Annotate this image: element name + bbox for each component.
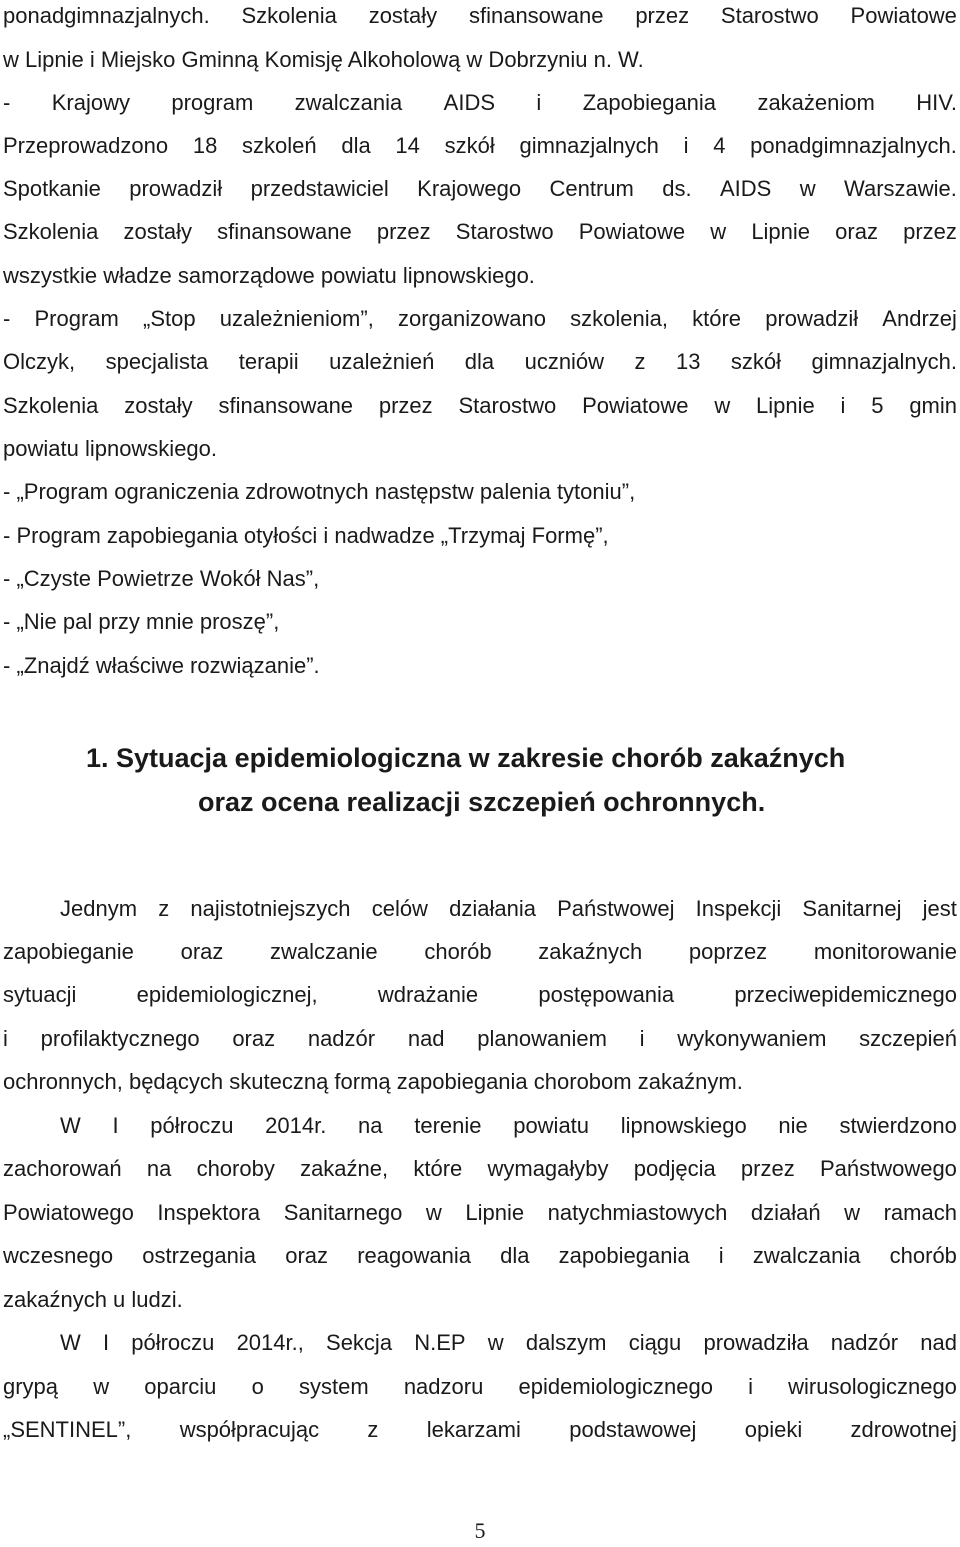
word: zakaźne, [300,1156,389,1181]
word: planowaniem [477,1026,607,1051]
word: postępowania [538,982,675,1007]
word: „SENTINEL”, [3,1417,132,1442]
section-heading-line-1: 1. Sytuacja epidemiologiczna w zakresie chorób zakaźnych [86,743,846,773]
word: i [748,1374,753,1399]
word: terenie [414,1113,482,1138]
word: sfinansowane [218,393,354,418]
word: zapobiegania [558,1243,690,1268]
text-line [3,1242,957,1286]
text-line: zakaźnych u ludzi. [3,1287,183,1312]
list-item: - „Czyste Powietrze Wokół Nas”, [3,566,320,591]
word: AIDS [443,90,496,115]
word: zdrowotnej [850,1417,957,1442]
word: chorób [424,939,492,964]
word: HIV. [916,90,957,115]
word: Państwowego [819,1156,957,1181]
word: w [710,219,727,244]
word: monitorowanie [813,939,957,964]
text-line [3,1025,957,1069]
word: Jednym [60,896,138,921]
word: w [844,1200,861,1225]
word: Szkolenia [3,219,99,244]
paragraph-first-line [60,1112,957,1156]
word: nie [778,1113,808,1138]
word: - [3,90,11,115]
text-line: w Lipnie i Miejsko Gminną Komisję Alkoholową w Dobrzyniu n. W. [3,47,644,72]
word: półroczu [150,1113,234,1138]
word: zakażeniom [757,90,875,115]
word: w [93,1374,110,1399]
word: epidemiologicznej, [136,982,318,1007]
word: Lipnie [756,393,815,418]
word: wymagałyby [487,1156,609,1181]
text-line [3,938,957,982]
word: i [639,1026,645,1051]
text-line [3,1155,957,1199]
word: dla [341,133,371,158]
word: szkół [444,133,495,158]
word: półroczu [131,1330,215,1355]
word: i [3,1026,8,1051]
word: i [840,393,846,418]
word: w [714,393,731,418]
text-line [3,392,957,436]
word: zachorowań [3,1156,122,1181]
word: działania [449,896,536,921]
word: poprzez [688,939,768,964]
word: nad [407,1026,445,1051]
text-line [3,981,957,1025]
word: oraz [180,939,224,964]
word: szkolenia, [570,306,668,331]
word: Szkolenia [3,393,99,418]
word: działań [750,1200,821,1225]
word: wykonywaniem [677,1026,827,1051]
text-line [3,2,957,46]
word: Lipnie [465,1200,525,1225]
text-line [3,132,957,176]
word: dalszym [525,1330,607,1355]
word: szczepień [859,1026,957,1051]
word: 14 [395,133,420,158]
word: najistotniejszych [190,896,351,921]
paragraph-first-line [60,1329,957,1373]
word: Przeprowadzono [3,133,169,158]
text-line [3,1199,957,1243]
word: Powiatowe [582,393,689,418]
word: jest [922,896,957,921]
word: grypą [3,1374,59,1399]
word: uzależnieniom”, [219,306,374,331]
word: Powiatowe [578,219,686,244]
word: terapii [238,349,299,374]
word: przedstawiciel [250,176,389,201]
word: Sekcja [326,1330,393,1355]
word: Program [34,306,119,331]
word: dla [500,1243,530,1268]
word: natychmiastowych [547,1200,728,1225]
word: zostały [368,3,438,28]
word: Zapobiegania [582,90,717,115]
word: Starostwo [720,3,819,28]
word: prowadził [129,176,223,201]
word: 4 [713,133,726,158]
word: AIDS [719,176,772,201]
word: lipnowskiego [620,1113,747,1138]
word: Inspektora [157,1200,261,1225]
text-line [3,1373,957,1417]
word: 2014r. [265,1113,327,1138]
word: przeciwepidemicznego [734,982,957,1007]
text-line [3,218,957,262]
word: nadzór [307,1026,376,1051]
list-item: - „Program ograniczenia zdrowotnych następstw palenia tytoniu”, [3,479,636,504]
word: ponadgimnazjalnych. [750,133,957,158]
word: z [634,349,646,374]
word: podjęcia [633,1156,716,1181]
word: Krajowy [51,90,130,115]
word: Olczyk, [3,349,76,374]
word: z [367,1417,379,1442]
word: dla [464,349,495,374]
word: zapobieganie [3,939,134,964]
word: Lipnie [751,219,811,244]
word: podstawowej [569,1417,697,1442]
word: I [102,1330,110,1355]
word: szkoleń [242,133,317,158]
word: o [251,1374,264,1399]
paragraph-first-line [60,895,957,939]
word: i [718,1243,724,1268]
word: oraz [285,1243,328,1268]
word: na [146,1156,172,1181]
word: program [171,90,254,115]
word: Krajowego [417,176,522,201]
word: z [158,896,170,921]
word: gimnazjalnych [519,133,659,158]
word: uzależnień [329,349,435,374]
text-line [3,89,957,133]
word: oparciu [144,1374,217,1399]
word: w [487,1330,504,1355]
word: 5 [871,393,884,418]
word: ponadgimnazjalnych. [3,3,210,28]
word: ciągu [628,1330,682,1355]
word: przez [635,3,690,28]
word: i [536,90,542,115]
word: - [3,306,11,331]
word: szkół [730,349,782,374]
word: które [692,306,742,331]
word: Powiatowego [3,1200,134,1225]
word: wdrażanie [377,982,479,1007]
word: ramach [883,1200,957,1225]
text-line: wszystkie władze samorządowe powiatu lipnowskiego. [3,263,535,288]
word: Warszawie. [844,176,957,201]
word: sfinansowane [468,3,604,28]
word: powiatu [513,1113,590,1138]
word: Sanitarnej [802,896,902,921]
word: 18 [192,133,218,158]
word: W [60,1113,81,1138]
word: prowadziła [703,1330,809,1355]
word: wczesnego [3,1243,114,1268]
word: Powiatowe [850,3,957,28]
word: Inspekcji [695,896,782,921]
word: sfinansowane [217,219,352,244]
word: Andrzej [882,306,957,331]
word: Starostwo [458,393,557,418]
word: N.EP [414,1330,466,1355]
list-item: - „Nie pal przy mnie proszę”, [3,609,280,634]
text-line: ochronnych, będących skuteczną formą zapobiegania chorobom zakaźnym. [3,1069,743,1094]
word: oraz [835,219,878,244]
word: prowadził [765,306,859,331]
text-line [3,175,957,219]
word: ostrzegania [142,1243,257,1268]
word: Spotkanie [3,176,101,201]
word: profilaktycznego [40,1026,200,1051]
word: Szkolenia [241,3,337,28]
word: współpracując [179,1417,320,1442]
text-line: powiatu lipnowskiego. [3,436,218,461]
word: opieki [744,1417,803,1442]
word: które [413,1156,463,1181]
word: gmin [909,393,957,418]
word: przez [740,1156,795,1181]
word: „Stop [143,306,196,331]
word: zostały [123,219,193,244]
word: zakaźnych [538,939,643,964]
word: w [425,1200,442,1225]
word: i [683,133,689,158]
text-line [3,1416,957,1460]
word: specjalista [105,349,209,374]
word: przez [903,219,957,244]
text-line [3,348,957,392]
word: nadzoru [403,1374,484,1399]
word: stwierdzono [839,1113,957,1138]
word: nad [920,1330,957,1355]
list-item: - Program zapobiegania otyłości i nadwadze „Trzymaj Formę”, [3,523,609,548]
word: 2014r., [236,1330,304,1355]
word: ds. [662,176,692,201]
word: zwalczania [752,1243,861,1268]
word: celów [371,896,428,921]
word: epidemiologicznego [518,1374,713,1399]
word: choroby [196,1156,275,1181]
word: zostały [124,393,193,418]
word: Państwowej [557,896,675,921]
word: gimnazjalnych. [811,349,957,374]
text-line [3,305,957,349]
word: na [358,1113,383,1138]
word: lekarzami [426,1417,521,1442]
word: wirusologicznego [788,1374,957,1399]
word: W [60,1330,81,1355]
word: zwalczania [294,90,403,115]
section-heading-line-2: oraz ocena realizacji szczepień ochronnych. [198,787,766,817]
word: 13 [675,349,701,374]
word: zorganizowano [397,306,546,331]
word: przez [376,219,431,244]
word: przez [378,393,433,418]
word: sytuacji [3,982,77,1007]
word: Centrum [549,176,634,201]
word: reagowania [357,1243,471,1268]
word: uczniów [524,349,605,374]
word: Starostwo [455,219,554,244]
word: Sanitarnego [283,1200,403,1225]
word: zwalczanie [270,939,378,964]
list-item: - „Znajdź właściwe rozwiązanie”. [3,653,320,678]
word: system [298,1374,369,1399]
word: I [112,1113,119,1138]
word: oraz [232,1026,276,1051]
word: w [799,176,816,201]
page-number: 5 [474,1518,486,1543]
word: nadzór [830,1330,899,1355]
word: chorób [889,1243,957,1268]
